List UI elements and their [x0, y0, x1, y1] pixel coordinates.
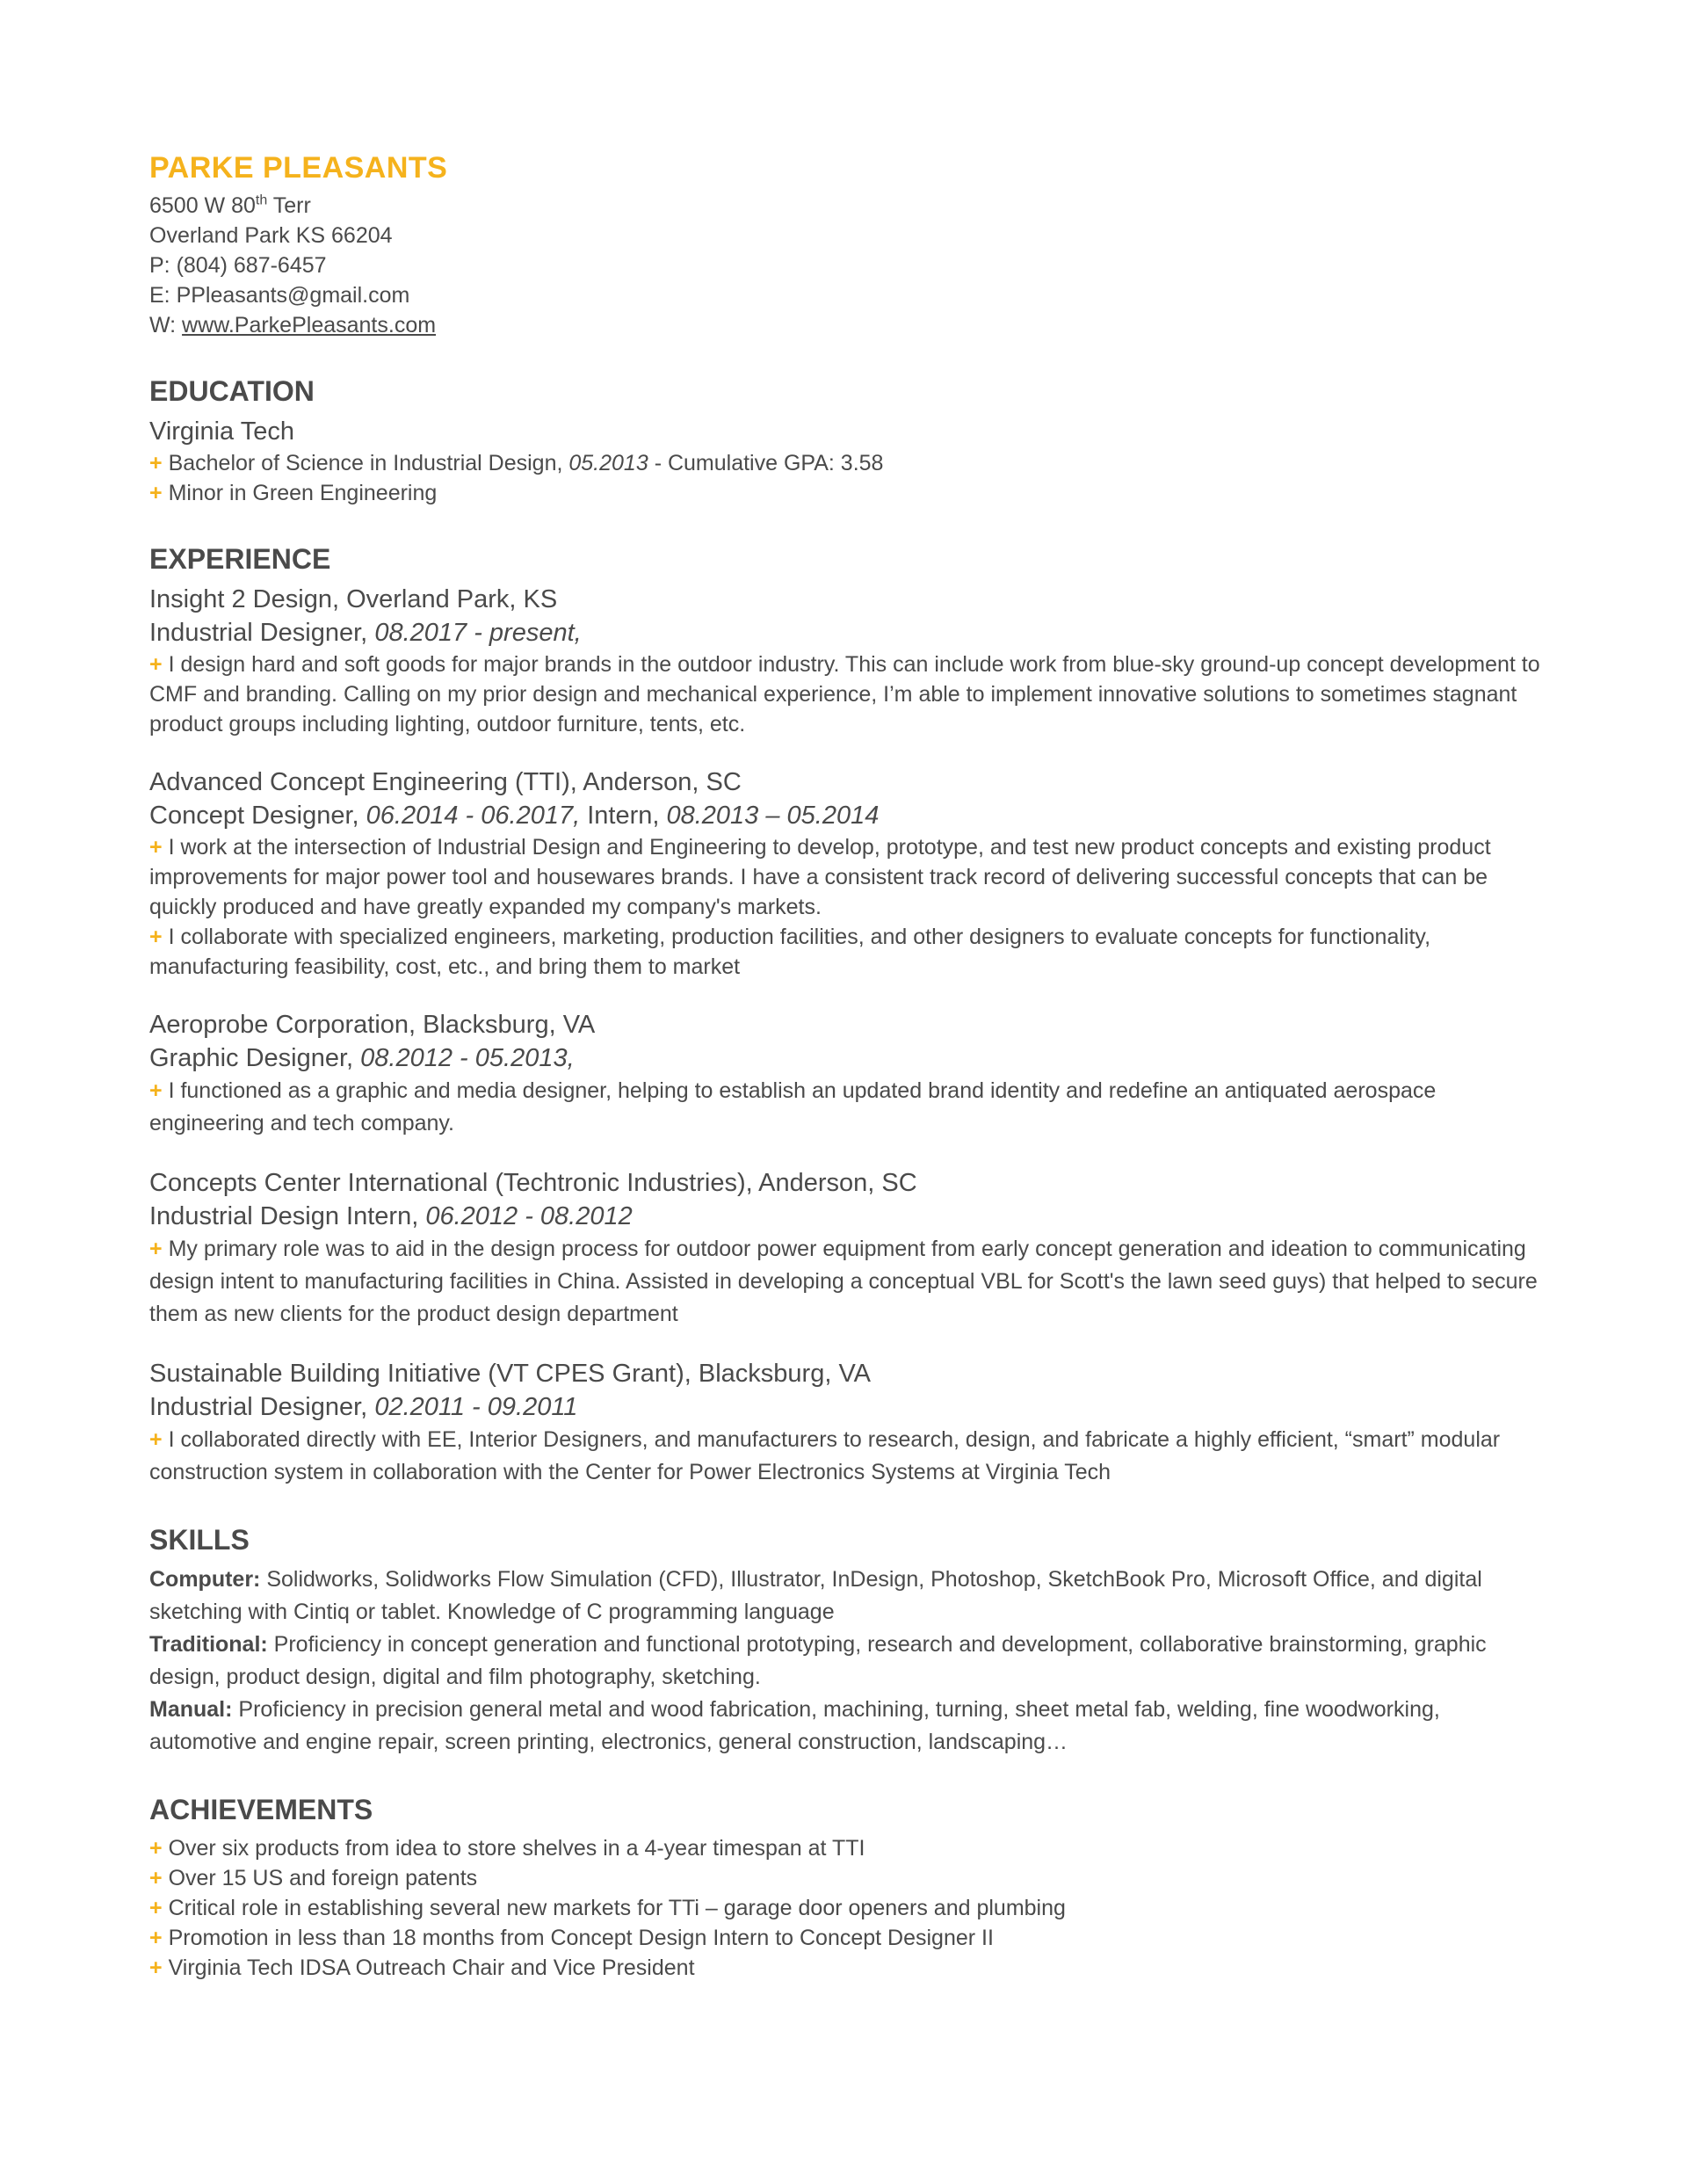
- website-link[interactable]: www.ParkePleasants.com: [182, 313, 437, 337]
- email-label: E:: [149, 283, 177, 308]
- website-line: [149, 310, 1546, 340]
- experience-role: [149, 1200, 1546, 1233]
- plus-bullet-icon: +: [149, 1237, 163, 1261]
- experience-role: [149, 799, 1546, 832]
- address-street: 6500 W 80: [149, 193, 256, 218]
- experience-bullet: [149, 1424, 1546, 1489]
- experience-org: Advanced Concept Engineering (TTI), Anderson, SC: [149, 768, 742, 796]
- achievement-item: [149, 1953, 1546, 1983]
- experience-org: Aeroprobe Corporation, Blacksburg, VA: [149, 1011, 596, 1039]
- bullet-text: My primary role was to aid in the design process for outdoor power equipment from early concept generation and ideation to communicating design intent to manufacturing facilities in China. Assisted in developing a conceptual VBL for Scott's the lawn seed guys) that helped to secure them as new clients for the product design department: [149, 1237, 1538, 1326]
- plus-bullet-icon: +: [149, 481, 163, 505]
- experience-entry: [149, 583, 1546, 739]
- address-line-1: [149, 191, 1546, 221]
- experience-role: [149, 1390, 1546, 1424]
- achievement-text: Over 15 US and foreign patents: [168, 1866, 478, 1890]
- experience-entry: [149, 765, 1546, 982]
- education-item: [149, 478, 1546, 508]
- plus-bullet-icon: +: [149, 1427, 163, 1452]
- experience-org: Sustainable Building Initiative (VT CPES Grant), Blacksburg, VA: [149, 1360, 871, 1388]
- education-school: Virginia Tech: [149, 417, 294, 446]
- experience-bullet: [149, 1075, 1546, 1140]
- bullet-text: I functioned as a graphic and media designer, helping to establish an updated brand identity and redefine an antiquated aerospace engineering and tech company.: [149, 1078, 1437, 1136]
- name-heading: PARKE PLEASANTS: [149, 151, 448, 185]
- bullet-text: I work at the intersection of Industrial Design and Engineering to develop, prototype, and test new product concepts and existing product improvements for major power tool and housewares brands. I have a consistent track record of delivering successful concepts that can be quickly produced and have greatly expanded my company's markets.: [149, 835, 1491, 919]
- role-date: 08.2017 - present,: [374, 619, 582, 647]
- role-title: Industrial Designer,: [149, 1393, 375, 1421]
- email-line: [149, 280, 1546, 310]
- education-item-text: Bachelor of Science in Industrial Design,: [168, 451, 569, 475]
- phone-label: P:: [149, 253, 177, 278]
- achievement-item: [149, 1863, 1546, 1893]
- role-date: 06.2014 - 06.2017,: [366, 802, 581, 830]
- experience-entry: [149, 1008, 1546, 1140]
- skill-item: [149, 1629, 1546, 1694]
- address-street-suffix: Terr: [267, 193, 311, 218]
- plus-bullet-icon: +: [149, 835, 163, 860]
- role-title: Concept Designer,: [149, 802, 366, 830]
- role-title: Industrial Design Intern,: [149, 1202, 426, 1230]
- experience-bullet: [149, 922, 1546, 982]
- email-value: PPleasants@gmail.com: [176, 283, 410, 308]
- experience-bullet: [149, 832, 1546, 922]
- skill-text: Solidworks, Solidworks Flow Simulation (CFD), Illustrator, InDesign, Photoshop, SketchBook Pro, Microsoft Office, and digital sketching with Cintiq or tablet. Knowledge of C programming language: [149, 1567, 1482, 1624]
- plus-bullet-icon: +: [149, 1955, 163, 1980]
- skills-heading: SKILLS: [149, 1524, 250, 1556]
- experience-entry: [149, 1357, 1546, 1489]
- experience-heading: EXPERIENCE: [149, 543, 331, 575]
- achievement-item: [149, 1833, 1546, 1863]
- plus-bullet-icon: +: [149, 1866, 163, 1890]
- role-date: 08.2012 - 05.2013,: [360, 1044, 575, 1072]
- role-title: Industrial Designer,: [149, 619, 375, 647]
- experience-role: [149, 616, 1546, 649]
- skill-item: [149, 1564, 1546, 1629]
- skill-text: Proficiency in precision general metal and wood fabrication, machining, turning, sheet metal fab, welding, fine woodworking, automotive and engine repair, screen printing, electronics, general construction, landscaping…: [149, 1697, 1440, 1754]
- education-item-gpa: - Cumulative GPA: 3.58: [648, 451, 884, 475]
- experience-bullet: [149, 1233, 1546, 1331]
- website-label: W:: [149, 313, 183, 337]
- role-date: 06.2012 - 08.2012: [425, 1202, 633, 1230]
- education-item: [149, 448, 1546, 478]
- achievement-text: Over six products from idea to store shelves in a 4-year timespan at TTI: [168, 1836, 865, 1861]
- role-date-2: 08.2013 – 05.2014: [666, 802, 880, 830]
- achievement-text: Promotion in less than 18 months from Concept Design Intern to Concept Designer II: [168, 1926, 994, 1950]
- achievements-heading: ACHIEVEMENTS: [149, 1794, 373, 1825]
- bullet-text: I collaborate with specialized engineers, marketing, production facilities, and other designers to evaluate concepts for functionality, manufacturing feasibility, cost, etc., and bring them to market: [149, 925, 1431, 979]
- skill-text: Proficiency in concept generation and functional prototyping, research and development, collaborative brainstorming, graphic design, product design, digital and film photography, sketching.: [149, 1632, 1487, 1689]
- bullet-text: I design hard and soft goods for major brands in the outdoor industry. This can include work from blue-sky ground-up concept development to CMF and branding. Calling on my prior design and mechanical experience, I’m able to implement innovative solutions to sometimes stagnant product groups including lighting, outdoor furniture, tents, etc.: [149, 652, 1540, 736]
- plus-bullet-icon: +: [149, 1078, 163, 1103]
- education-heading: EDUCATION: [149, 375, 315, 407]
- experience-org: Insight 2 Design, Overland Park, KS: [149, 585, 558, 613]
- experience-entry: [149, 1166, 1546, 1331]
- achievement-text: Virginia Tech IDSA Outreach Chair and Vice President: [168, 1955, 695, 1980]
- education-item-text: Minor in Green Engineering: [168, 481, 438, 505]
- role-title: Graphic Designer,: [149, 1044, 361, 1072]
- phone-value: (804) 687-6457: [176, 253, 327, 278]
- plus-bullet-icon: +: [149, 451, 163, 475]
- skill-item: [149, 1694, 1546, 1759]
- achievement-text: Critical role in establishing several new markets for TTi – garage door openers and plumbing: [168, 1896, 1066, 1920]
- experience-org: Concepts Center International (Techtronic Industries), Anderson, SC: [149, 1169, 917, 1197]
- skill-label: Manual:: [149, 1697, 233, 1722]
- experience-role: [149, 1041, 1546, 1075]
- role-date: 02.2011 - 09.2011: [374, 1393, 578, 1421]
- education-item-date: 05.2013: [568, 451, 648, 475]
- skill-label: Traditional:: [149, 1632, 268, 1657]
- plus-bullet-icon: +: [149, 1836, 163, 1861]
- experience-bullet: [149, 649, 1546, 739]
- plus-bullet-icon: +: [149, 925, 163, 949]
- plus-bullet-icon: +: [149, 1896, 163, 1920]
- role-title-2: Intern,: [580, 802, 667, 830]
- skill-label: Computer:: [149, 1567, 261, 1592]
- achievement-item: [149, 1893, 1546, 1923]
- address-superscript: th: [255, 192, 268, 208]
- address-line-2: Overland Park KS 66204: [149, 223, 393, 248]
- plus-bullet-icon: +: [149, 1926, 163, 1950]
- achievement-item: [149, 1923, 1546, 1953]
- bullet-text: I collaborated directly with EE, Interior Designers, and manufacturers to research, design, and fabricate a highly efficient, “smart” modular construction system in collaboration with the Center for Power Electronics Systems at Virginia Tech: [149, 1427, 1501, 1484]
- plus-bullet-icon: +: [149, 652, 163, 677]
- phone-line: [149, 250, 1546, 280]
